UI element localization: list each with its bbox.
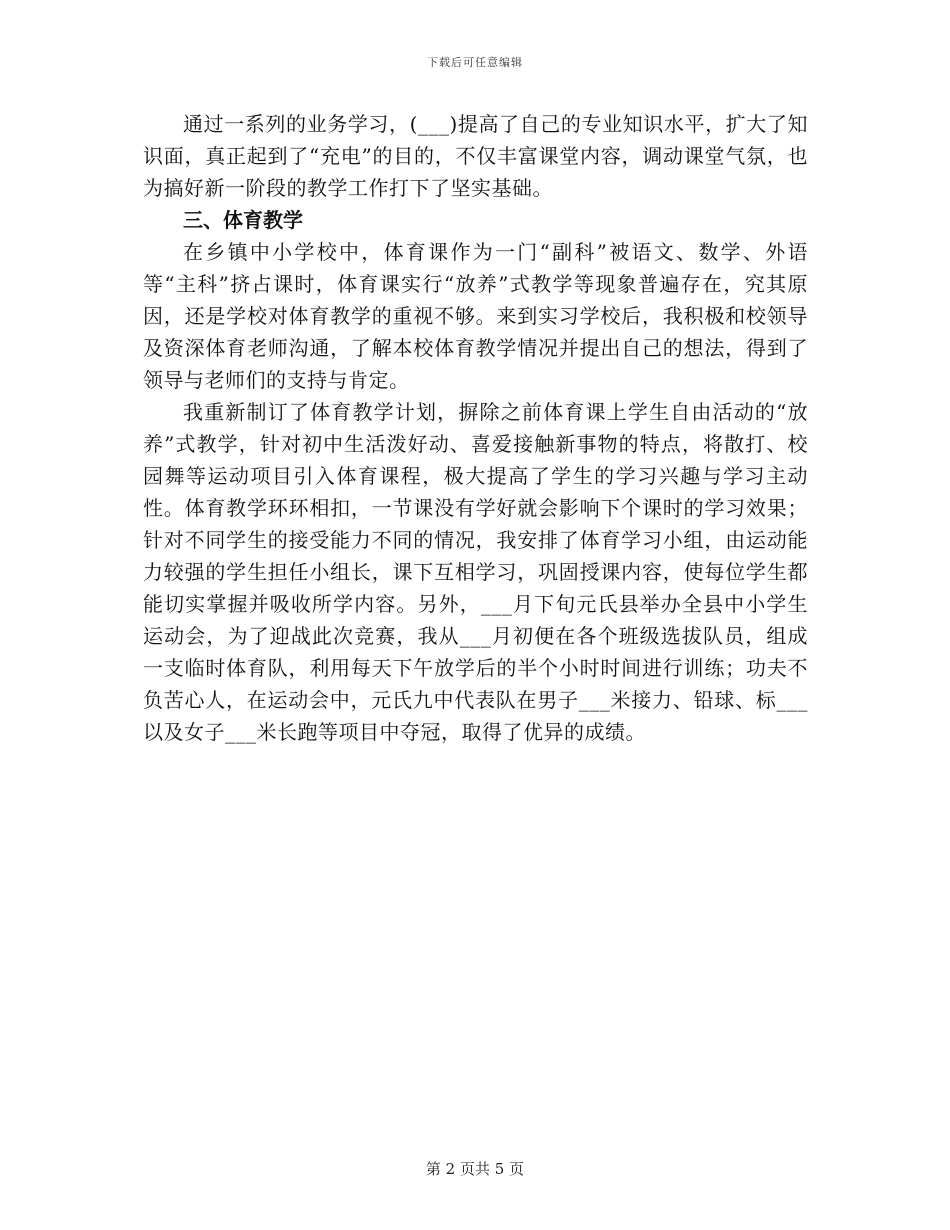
section-heading: 三、体育教学 [183,208,303,232]
page-number: 第 2 页共 5 页 [425,1160,525,1178]
document-body [143,108,808,748]
paragraph-pe-plan: 我重新制订了体育教学计划，摒除之前体育课上学生自由活动的“放养”式教学，针对初中生活泼好动、喜爱接触新事物的特点，将散打、校园舞等运动项目引入体育课程，极大提高了学生的学习兴趣与学习主动性。体育教学环环相扣，一节课没有学好就会影响下个课时的学习效果；针对不同学生的接受能力不同的情况，我安排了体育学习小组，由运动能力较强的学生担任小组长，课下互相学习，巩固授课内容，使每位学生都能切实掌握并吸收所学内容。另外，___月下旬元氏县举办全县中小学生运动会，为了迎战此次竞赛，我从___月初便在各个班级选拔队员，组成一支临时体育队，利用每天下午放学后的半个小时时间进行训练；功夫不负苦心人，在运动会中，元氏九中代表队在男子___米接力、铅球、标___以及女子___米长跑等项目中夺冠，取得了优异的成绩。 [143,400,808,744]
paragraph-pe-background: 在乡镇中小学校中，体育课作为一门“副科”被语文、数学、外语等“主科”挤占课时，体育课实行“放养”式教学等现象普遍存在，究其原因，还是学校对体育教学的重视不够。来到实习学校后，我积极和校领导及资深体育老师沟通，了解本校体育教学情况并提出自己的想法，得到了领导与老师们的支持与肯定。 [143,240,808,392]
paragraph-study-summary: 通过一系列的业务学习，(___)提高了自己的专业知识水平，扩大了知识面，真正起到了“充电”的目的，不仅丰富课堂内容，调动课堂气氛，也为搞好新一阶段的教学工作打下了坚实基础。 [143,112,808,200]
page-header: 下载后可任意编辑 [427,56,523,69]
